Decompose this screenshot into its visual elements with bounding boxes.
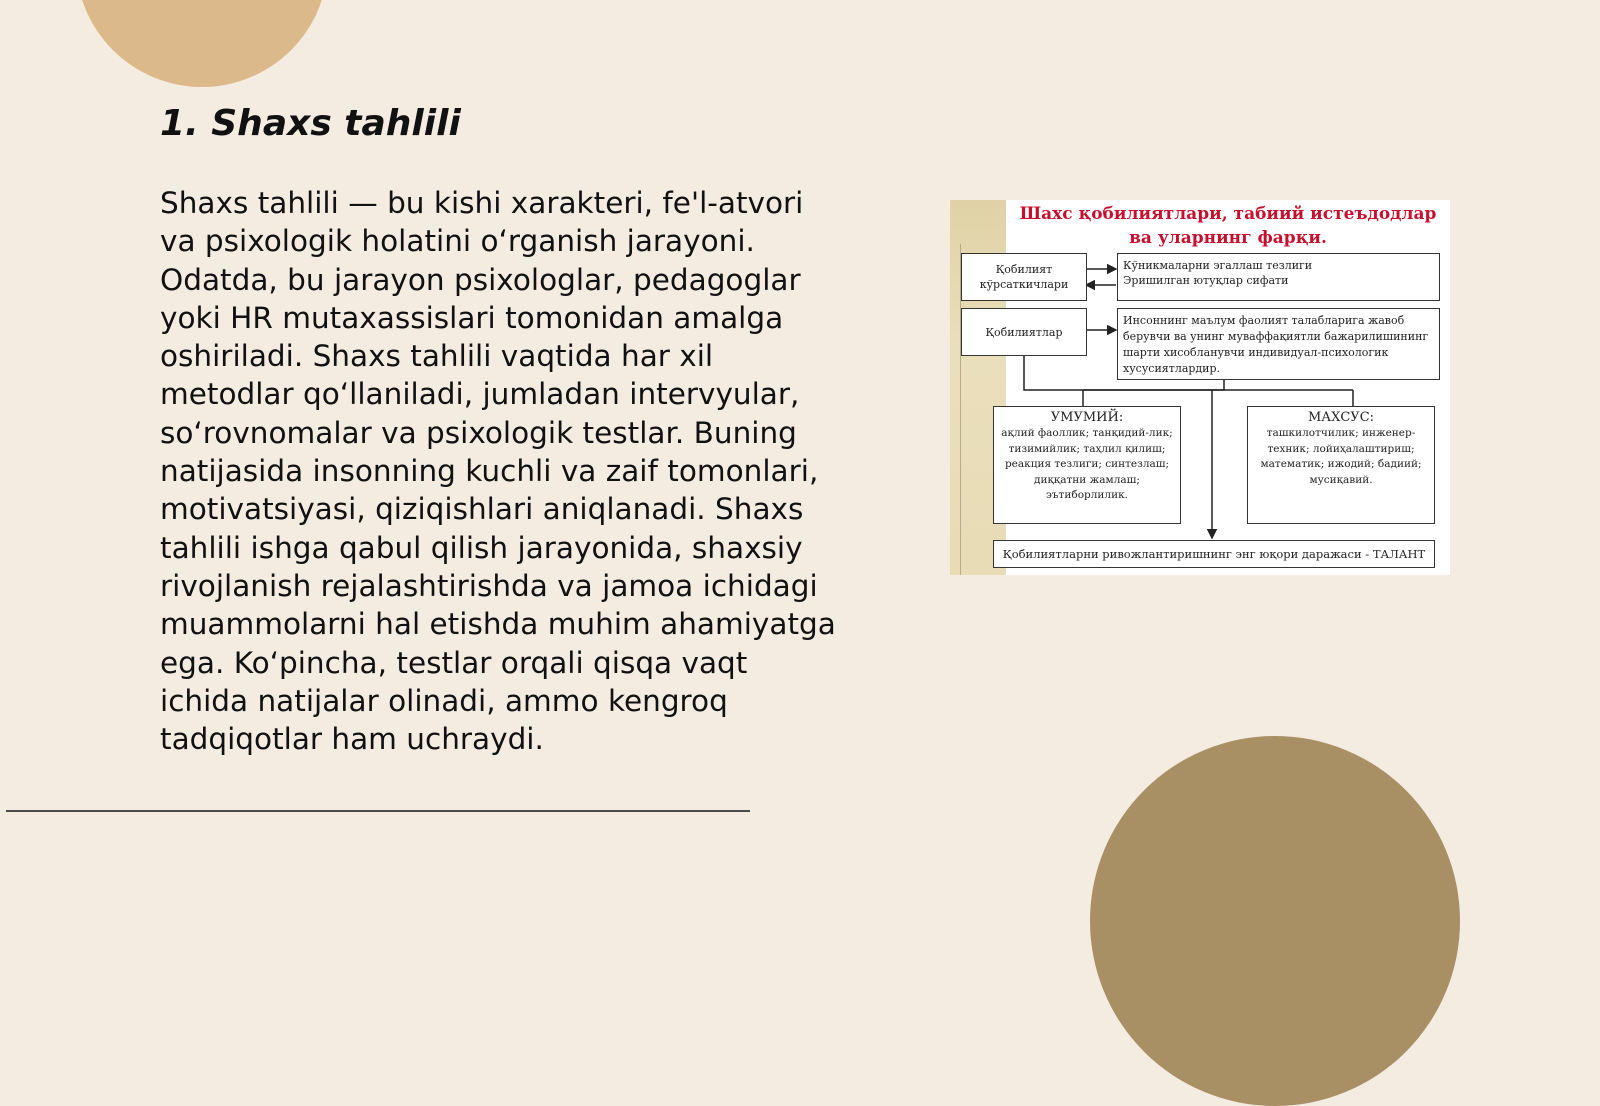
- box-indicators-description: [1117, 253, 1440, 301]
- box-ability-indicators: Қобилият кўрсаткичлари: [961, 253, 1087, 301]
- box-abilities-description: Инсоннинг маълум фаолият талабларига жавоб берувчи ва унинг муваффақиятли бажарилишининг шарти хисобланувчи индивидуал-психологик хусусиятлардир.: [1117, 308, 1440, 380]
- box-general-abilities: [993, 406, 1181, 524]
- box-talent: Қобилиятларни ривожлантиришнинг энг юқори даражаси - ТАЛАНТ: [993, 540, 1435, 568]
- general-title: УМУМИЙ:: [1050, 410, 1124, 425]
- box-abilities: Қобилиятлар: [961, 308, 1087, 356]
- general-body: ақлий фаоллик; танқидий-лик; тизимийлик; таҳлил қилиш; реакция тезлиги; синтезлаш; диққатни жамлаш; эътиборлилик.: [1001, 427, 1173, 501]
- indicators-desc-line1: Кўникмаларни эгаллаш тезлиги: [1123, 259, 1313, 272]
- box-special-abilities: [1247, 406, 1435, 524]
- decorative-circle-bottom: [1090, 736, 1460, 1106]
- indicators-desc-line2: Эришилган ютуқлар сифати: [1123, 274, 1289, 287]
- decorative-circle-top: [76, 0, 328, 87]
- abilities-diagram: [950, 200, 1450, 575]
- slide-title: 1. Shaxs tahlili: [160, 103, 461, 144]
- slide-paragraph: Shaxs tahlili — bu kishi xarakteri, fe'l-atvori va psixologik holatini o‘rganish jarayoni. Odatda, bu jarayon psixologlar, pedagoglar yoki HR mutaxassislari tomonidan amalga oshiriladi. Shaxs tahlili vaqtida har xil metodlar qo‘llaniladi, jumladan intervyular, so‘rovnomalar va psixologik testlar. Buning natijasida insonning kuchli va zaif tomonlari, motivatsiyasi, qiziqishlari aniqlanadi. Shaxs tahlili ishga qabul qilish jarayonida, shaxsiy rivojlanish rejalashtirishda va jamoa ichidagi muammolarni hal etishda muhim ahamiyatga ega. Ko‘pincha, testlar orqali qisqa vaqt ichida natijalar olinadi, ammo kengroq tadqiqotlar ham uchraydi.: [160, 186, 836, 757]
- divider-line: [6, 810, 750, 812]
- special-title: МАХСУС:: [1307, 410, 1375, 425]
- special-body: ташкилотчилик; инженер-техник; лойиҳалаштириш; математик; ижодий; бадиий; мусиқавий.: [1260, 427, 1422, 486]
- diagram-heading: Шахс қобилиятлари, табиий истеъдодлар ва уларнинг фарқи.: [1019, 204, 1437, 248]
